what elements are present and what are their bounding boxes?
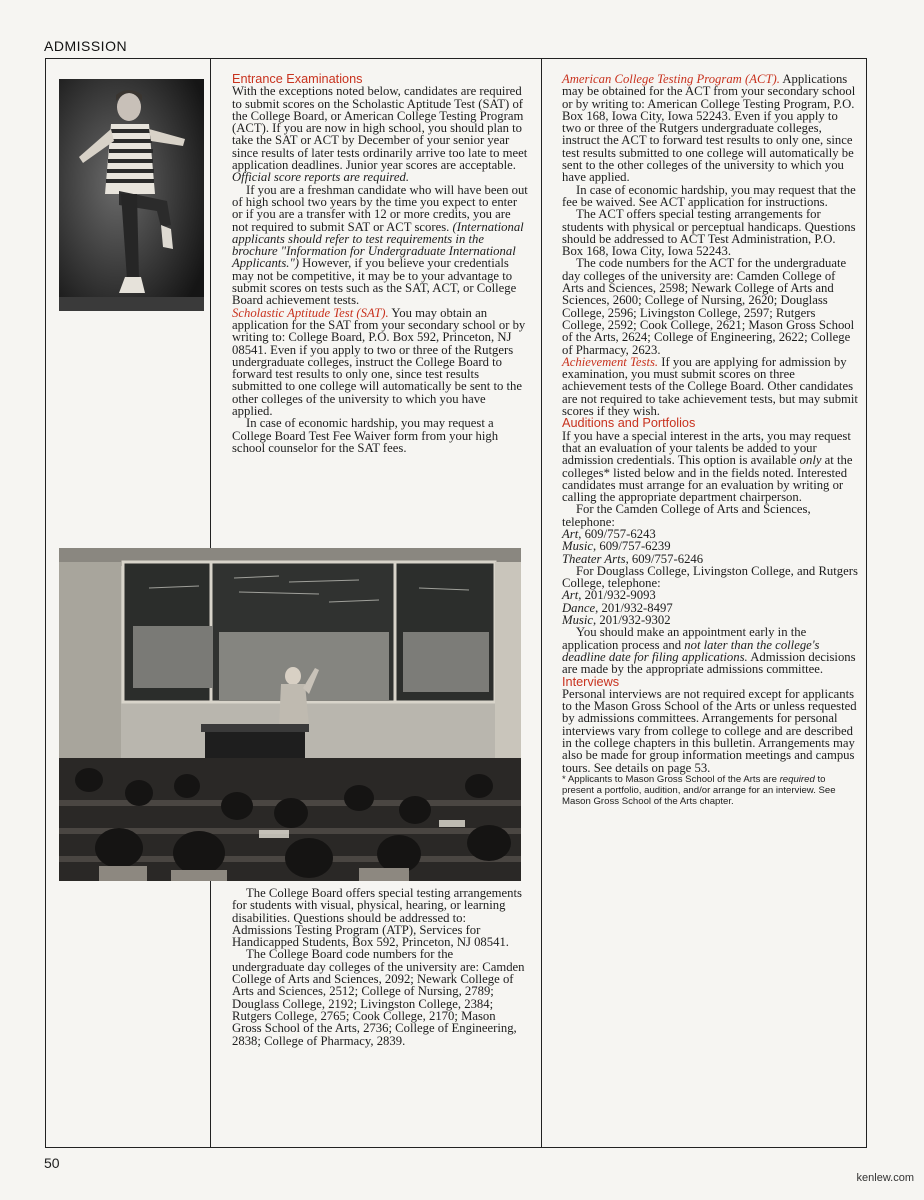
footnote: * Applicants to Mason Gross School of the Arts are required to present a portfolio, audition, and/or arrange for an interview. See Mason Gross School of the Arts chapter.	[562, 773, 836, 807]
page-number: 50	[44, 1155, 60, 1171]
column-divider-right	[541, 58, 542, 1148]
sat-paragraph-2: In case of economic hardship, you may request a College Board Test Fee Waiver form from your high school counselor for the SAT fees.	[232, 416, 499, 455]
achievement-paragraph: Achievement Tests. If you are applying for admission by examination, you must submit scores on three achievement tests of the College Board. Other candidates are not required to take achievement tests, but may submit scores if they wish.	[562, 354, 858, 419]
lecture-hall-photo	[59, 548, 521, 881]
nb-phone: Music, 201/932-9302	[562, 613, 671, 628]
act-heading: American College Testing Program (ACT).	[562, 72, 780, 86]
sat-paragraph-3: The College Board offers special testing arrangements for students with visual, physical, hearing, or learning disabilities. Questions should be addressed to: Admissions Testing Program (ATP), Services for Handicapped Students, Box 592, Princeton, NJ 08541.	[232, 886, 522, 950]
auditions-paragraph-1: If you have a special interest in the arts, you may request that an evaluation of your talents be added to your admission credentials. This option is available only at the colleges* listed below and in the fields noted. Interested candidates must arrange for an evaluation by writing or calling the appropriate department chairperson.	[562, 428, 853, 505]
section-header: ADMISSION	[44, 38, 128, 54]
interviews-heading: Interviews	[562, 674, 620, 689]
sat-paragraph-1: Scholastic Aptitude Test (SAT). You may obtain an application for the SAT from your secondary school or by writing to: College Board, P.O. Box 592, Princeton, NJ 08541. Even if you apply to two or three of the Rutgers undergraduate colleges, instruct the College Board to forward test results to only one, since test results submitted to one college will automatically be sent to the other colleges of the university to which you have applied.	[232, 305, 526, 419]
auditions-paragraph-3: For Douglass College, Livingston College, and Rutgers College, telephone:	[562, 563, 858, 591]
camden-phone: Theater Arts, 609/757-6246	[562, 551, 704, 566]
interviews-paragraph: Personal interviews are not required except for applicants to the Mason Gross School of the Arts or unless requested by admissions committees. Arrangements for personal interviews vary from college to college and are described in the college chapters in this bulletin. Arrangements may also be made for group information meetings and campus tours. See details on page 53.	[562, 686, 857, 775]
dancer-photo	[59, 79, 204, 311]
column-1-lower	[232, 887, 528, 1047]
act-paragraph-1: American College Testing Program (ACT). Applications may be obtained for the ACT from your secondary school or by writing to: American College Testing Program, P.O. Box 168, Iowa City, Iowa 52243. Even if you apply to two or three of the Rutgers undergraduate colleges, instruct the ACT to forward test results to only one, since test results submitted to one college will automatically be sent to the other colleges of the university to which you have applied.	[562, 72, 856, 185]
act-paragraph-2: In case of economic hardship, you may request that the fee be waived. See ACT application for instructions.	[562, 182, 856, 209]
act-paragraph-4: The code numbers for the ACT for the undergraduate day colleges of the university are: Camden College of Arts and Sciences, 2598; Newark College of Arts and Sciences, 2600; College of Nursing, 2620; Douglass College, 2596; Livingston College, 2597; Rutgers College, 2592; Cook College, 2621; Mason Gross School of the Arts, 2624; College of Engineering, 2622; College of Pharmacy, 2623.	[562, 256, 855, 357]
auditions-heading: Auditions and Portfolios	[562, 416, 696, 431]
camden-phone: Art, 609/757-6243	[562, 526, 656, 541]
site-credit: kenlew.com	[856, 1172, 914, 1184]
column-2	[562, 73, 858, 807]
sat-heading: Scholastic Aptitude Test (SAT).	[232, 305, 389, 320]
nb-phone: Art, 201/932-9093	[562, 588, 656, 603]
entrance-paragraph-2: If you are a freshman candidate who will have been out of high school two years by the time you expect to enter or if you are a transfer with 12 or more credits, you are not required to submit SAT or ACT scores. (International applicants should refer to test requirements in the brochure "Information for Undergraduate International Applicants.") However, if you believe your credentials may not be competitive, it may be to your advantage to submit scores on tests such as the SAT, ACT, or College Board achievement tests.	[232, 182, 528, 308]
auditions-paragraph-2: For the Camden College of Arts and Sciences, telephone:	[562, 502, 811, 529]
sat-paragraph-4: The College Board code numbers for the undergraduate day colleges of the university are: Camden College of Arts and Sciences, 2092; Newark College of Arts and Sciences, 2512; College of Nursing, 2789; Douglass College, 2192; Livingston College, 2384; Rutgers College, 2765; Cook College, 2170; Mason Gross School of the Arts, 2736; College of Engineering, 2838; College of Pharmacy, 2839.	[232, 947, 525, 1048]
dancer-photo-icon	[59, 79, 204, 311]
act-paragraph-3: The ACT offers special testing arrangements for students with physical or perceptual handicaps. Questions should be addressed to ACT Test Administration, P.O. Box 168, Iowa City, Iowa 52243.	[562, 207, 856, 259]
nb-phone: Dance, 201/932-8497	[562, 600, 673, 615]
achievement-heading: Achievement Tests.	[562, 354, 659, 369]
auditions-paragraph-4: You should make an appointment early in the application process and not later than the college's deadline date for filing applications. Admission decisions are made by the appropriate admissions committee.	[562, 625, 856, 677]
entrance-exams-heading: Entrance Examinations	[232, 72, 363, 86]
camden-phone: Music, 609/757-6239	[562, 539, 671, 554]
entrance-paragraph-1: With the exceptions noted below, candidates are required to submit scores on the Scholastic Aptitude Test (SAT) of the College Board, or American College Testing Program (ACT). If you are now in high school, you should plan to take the SAT or ACT by December of your senior year since results of later tests ordinarily arrive too late to meet application deadlines. Junior year scores are acceptable. Official score reports are required.	[232, 84, 528, 185]
column-1-upper	[232, 73, 528, 454]
lecture-hall-photo-icon	[59, 548, 521, 881]
